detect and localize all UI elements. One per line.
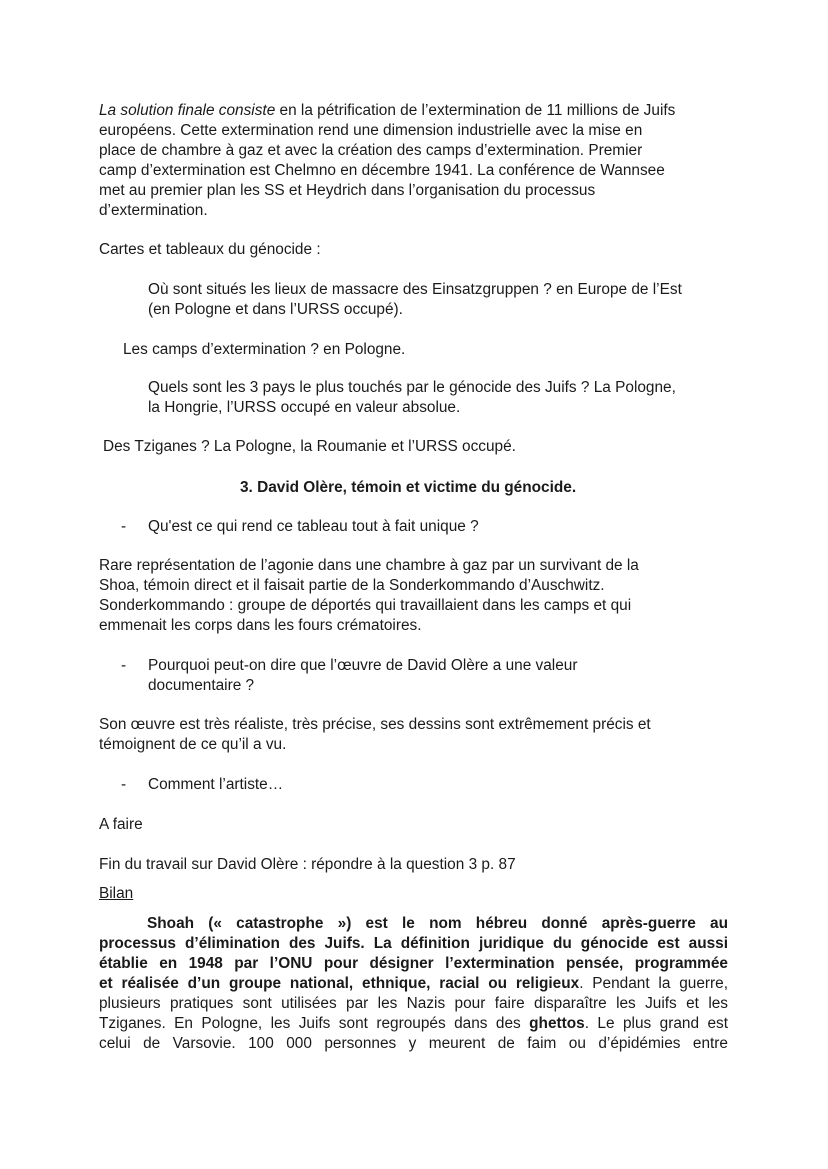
intro-paragraph (99, 101, 739, 221)
intro-line: européens. Cette extermination rend une dimension industrielle avec la mise en (99, 122, 643, 139)
answer-documentary: Son œuvre est très réaliste, très précise, ses dessins sont extrêmement précis et témoignent de ce qu’il a vu. (99, 716, 651, 753)
intro-italic-lead: La solution finale consiste (99, 102, 276, 119)
question-einsatzgruppen: Où sont situés les lieux de massacre des Einsatzgruppen ? en Europe de l’Est (en Pologne et dans l’URSS occupé). (148, 281, 682, 318)
question-tziganes: Des Tziganes ? La Pologne, la Roumanie et l’URSS occupé. (103, 438, 516, 455)
bullet-marker: - (121, 776, 127, 793)
intro-line: La solution finale consiste en la pétrification de l’extermination de 11 millions de Juifs (99, 102, 676, 119)
intro-line: d’extermination. (99, 202, 208, 219)
bullet-question-artist: Comment l’artiste… (148, 776, 284, 793)
todo-text: Fin du travail sur David Olère : répondre à la question 3 p. 87 (99, 856, 516, 873)
section-heading: 3. David Olère, témoin et victime du génocide. (240, 479, 577, 496)
bilan-paragraph: Shoah (« catastrophe ») est le nom hébreu donné après-guerre au processus d’élimination des Juifs. La définition juridique du génocide est aussi établie en 1948 par l’ONU pour désigner l’extermination pensée, programmée et réalisée d’un groupe national, ethnique, racial ou religieux. Pendant la guerre, plusieurs pratiques sont utilisées par les Nazis pour faire disparaître les Juifs et les Tziganes. En Pologne, les Juifs sont regroupés dans des ghettos. Le plus grand est celui de Varsovie. 100 000 personnes y meurent de faim ou d’épidémies entre (99, 915, 728, 1052)
bullet-question-unique: Qu'est ce qui rend ce tableau tout à fait unique ? (148, 518, 479, 535)
intro-line: met au premier plan les SS et Heydrich dans l’organisation du processus (99, 182, 596, 199)
intro-line: camp d’extermination est Chelmno en décembre 1941. La conférence de Wannsee (99, 162, 665, 179)
bullet-marker: - (121, 657, 127, 674)
maps-title: Cartes et tableaux du génocide : (99, 241, 321, 258)
todo-title: A faire (99, 816, 143, 833)
bullet-question-documentary: Pourquoi peut-on dire que l’œuvre de David Olère a une valeur documentaire ? (148, 657, 578, 694)
bullet-marker: - (121, 518, 127, 535)
bilan-title: Bilan (99, 885, 134, 902)
question-countries: Quels sont les 3 pays le plus touchés par le génocide des Juifs ? La Pologne, la Hongrie, l’URSS occupé en valeur absolue. (148, 379, 676, 416)
answer-unique: Rare représentation de l’agonie dans une chambre à gaz par un survivant de la Shoa, témoin direct et il faisait partie de la Sonderkommando d’Auschwitz. Sonderkommando : groupe de déportés qui travaillaient dans les camps et qui emmenait les corps dans les fours crématoires. (99, 557, 639, 634)
intro-line: place de chambre à gaz et avec la création des camps d’extermination. Premier (99, 142, 643, 159)
question-camps: Les camps d’extermination ? en Pologne. (123, 341, 406, 358)
